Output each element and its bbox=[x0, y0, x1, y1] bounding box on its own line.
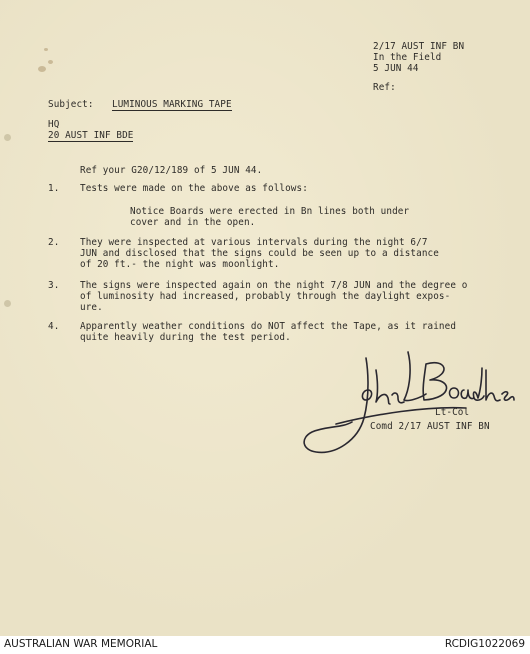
footer-record-id: RCDIG1022069 bbox=[444, 638, 525, 650]
paragraph-line: quite heavily during the test period. bbox=[80, 332, 291, 343]
subject-value: LUMINOUS MARKING TAPE bbox=[112, 99, 232, 110]
signatory-rank: Lt-Col bbox=[435, 407, 470, 418]
paragraph-line: of luminosity had increased, probably through the daylight expos- bbox=[80, 291, 451, 302]
stain-mark bbox=[48, 60, 53, 64]
header-date: 5 JUN 44 bbox=[373, 63, 419, 74]
paragraph-line: Tests were made on the above as follows: bbox=[80, 183, 308, 194]
paragraph-line: of 20 ft.- the night was moonlight. bbox=[80, 259, 280, 270]
paragraph-number: 1. bbox=[48, 183, 60, 194]
paragraph-line: The signs were inspected again on the night 7/8 JUN and the degree o bbox=[80, 280, 468, 291]
stain-mark bbox=[38, 66, 46, 72]
paragraph-number: 4. bbox=[48, 321, 60, 332]
paragraph-line: JUN and disclosed that the signs could be seen up to a distance bbox=[80, 248, 439, 259]
paragraph-number: 2. bbox=[48, 237, 60, 248]
paragraph-line: They were inspected at various intervals during the night 6/7 bbox=[80, 237, 428, 248]
handwritten-signature bbox=[296, 340, 516, 460]
paragraph-line: ure. bbox=[80, 302, 103, 313]
header-ref-label: Ref: bbox=[373, 82, 396, 93]
signatory-appointment: Comd 2/17 AUST INF BN bbox=[370, 421, 490, 432]
addressee-line1: HQ bbox=[48, 119, 60, 130]
paragraph-number: 3. bbox=[48, 280, 60, 291]
header-location: In the Field bbox=[373, 52, 442, 63]
header-unit: 2/17 AUST INF BN bbox=[373, 41, 465, 52]
paragraph-line: Apparently weather conditions do NOT affect the Tape, as it rained bbox=[80, 321, 457, 332]
paragraph-line: cover and in the open. bbox=[130, 217, 256, 228]
stain-mark bbox=[44, 48, 48, 51]
punch-hole bbox=[4, 134, 11, 141]
punch-hole bbox=[4, 300, 11, 307]
subject-label: Subject: bbox=[48, 99, 94, 110]
addressee-line2: 20 AUST INF BDE bbox=[48, 130, 134, 141]
reference-line: Ref your G20/12/189 of 5 JUN 44. bbox=[80, 165, 263, 176]
paragraph-line: Notice Boards were erected in Bn lines both under bbox=[130, 206, 410, 217]
footer-archive-name: AUSTRALIAN WAR MEMORIAL bbox=[4, 638, 158, 650]
